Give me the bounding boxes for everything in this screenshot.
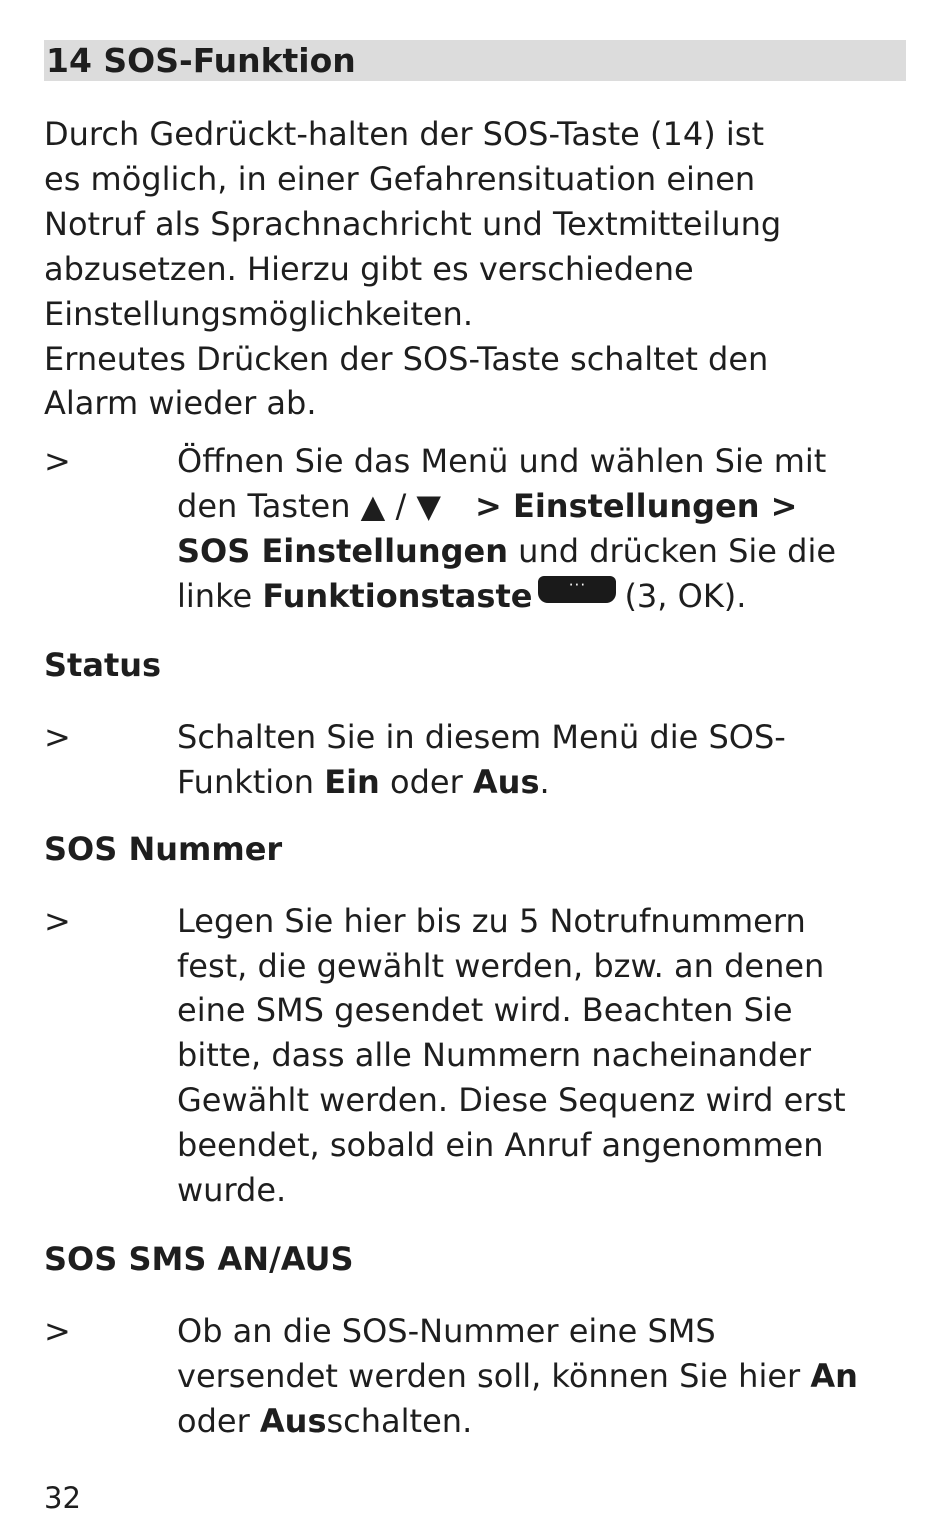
function-key-icon	[538, 576, 616, 603]
bullet-marker: >	[44, 717, 71, 756]
menu-path-settings: > Einstellungen >	[475, 487, 798, 526]
intro-line: Erneutes Drücken der SOS-Taste schaltet den	[44, 339, 769, 378]
menu-path-sos-settings: SOS Einstellungen	[177, 532, 508, 571]
step-text	[177, 529, 906, 574]
intro-line: Einstellungsmöglichkeiten.	[44, 294, 473, 333]
step-text	[177, 1354, 906, 1399]
step-text	[177, 484, 906, 529]
step-text: (3, OK).	[624, 577, 747, 616]
step-text: beendet, sobald ein Anruf angenommen	[177, 1126, 824, 1165]
section-title: 14 SOS-Funktion	[44, 40, 906, 81]
intro-paragraph	[44, 112, 906, 426]
step-text	[177, 760, 906, 805]
step-text	[177, 1399, 906, 1444]
step-status	[44, 715, 906, 805]
step-text: den Tasten	[177, 487, 361, 526]
step-text: Funktion	[177, 762, 325, 801]
step-text: Schalten Sie in diesem Menü die SOS-	[177, 717, 786, 756]
step-text	[177, 574, 906, 619]
step-text: versendet werden soll, können Sie hier	[177, 1356, 811, 1395]
heading-sos-sms: SOS SMS AN/AUS	[44, 1239, 354, 1278]
intro-line: Alarm wieder ab.	[44, 384, 317, 423]
option-an: An	[810, 1356, 858, 1395]
intro-line: es möglich, in einer Gefahrensituation einen	[44, 159, 756, 198]
step-open-menu	[44, 439, 906, 619]
function-key-label: Funktionstaste	[262, 577, 533, 616]
step-text: /	[385, 487, 417, 526]
step-text: schalten.	[326, 1401, 473, 1440]
option-ein: Ein	[324, 762, 380, 801]
step-text: oder	[177, 1401, 260, 1440]
function-key-dots: ···	[568, 576, 587, 595]
step-sos-sms	[44, 1309, 906, 1444]
step-text: Legen Sie hier bis zu 5 Notrufnummern	[177, 901, 806, 940]
step-text: wurde.	[177, 1171, 287, 1210]
heading-status: Status	[44, 645, 162, 684]
step-text: .	[539, 762, 550, 801]
step-text: fest, die gewählt werden, bzw. an denen	[177, 946, 825, 985]
bullet-marker: >	[44, 1311, 71, 1350]
bullet-marker: >	[44, 901, 71, 940]
intro-line: Notruf als Sprachnachricht und Textmitteilung	[44, 204, 782, 243]
step-text: linke	[177, 577, 263, 616]
step-text: Ob an die SOS-Nummer eine SMS	[177, 1311, 716, 1350]
step-text: oder	[379, 762, 473, 801]
option-aus: Aus	[259, 1401, 327, 1440]
option-aus: Aus	[472, 762, 540, 801]
arrow-down-icon: ▼	[416, 487, 442, 526]
heading-sos-number: SOS Nummer	[44, 829, 283, 868]
intro-line: Durch Gedrückt-halten der SOS-Taste (14) ist	[44, 115, 764, 153]
page-number: 32	[44, 1481, 81, 1515]
step-text: Öffnen Sie das Menü und wählen Sie mit	[177, 442, 827, 481]
page-content	[44, 40, 906, 1444]
intro-line: abzusetzen. Hierzu gibt es verschiedene	[44, 249, 694, 288]
step-text: Gewählt werden. Diese Sequenz wird erst	[177, 1081, 846, 1120]
arrow-up-icon: ▲	[360, 487, 386, 526]
step-sos-number	[44, 899, 906, 1213]
bullet-marker: >	[44, 442, 71, 481]
step-text: und drücken Sie die	[507, 532, 837, 571]
step-text: bitte, dass alle Nummern nacheinander	[177, 1036, 811, 1075]
step-text: eine SMS gesendet wird. Beachten Sie	[177, 991, 793, 1030]
